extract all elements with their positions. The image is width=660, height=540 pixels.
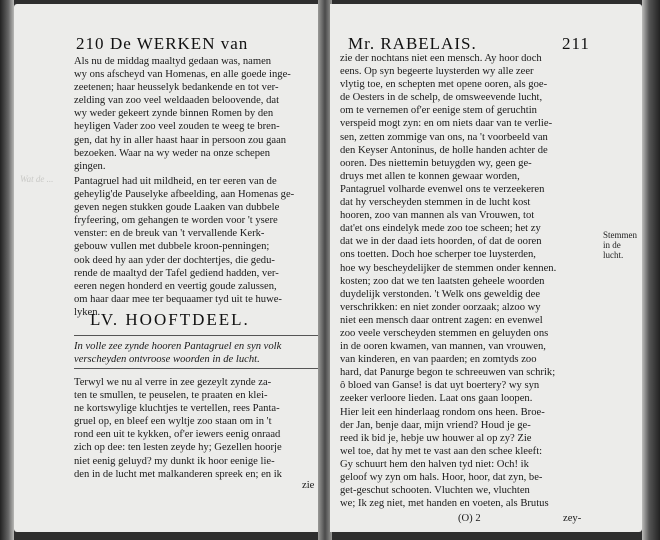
margin-note-line: lucht. [603, 250, 624, 260]
text-line: Gy schuurt hem den halven tyd niet: Och! ik [340, 458, 529, 470]
text-line: duydelijk verstonden. 't Welk ons geweldig dee [340, 288, 541, 300]
text-line: vlytig toe, en schepten met opene ooren, als goe- [340, 79, 548, 91]
text-line: kosten; zoo dat we ten laatsten geheele woorden [340, 275, 545, 287]
text-line: hooren, zoo van mannen als van Vrouwen, tot [340, 210, 535, 222]
margin-note [603, 230, 637, 260]
text-line: druys met allen te konnen gewaar worden, [340, 170, 520, 182]
text-line: zeeker verloore lieden. Laat ons gaan loopen. [340, 393, 533, 405]
text-line: rende de maaltyd der Tafel gediend hadden, ver- [74, 267, 279, 279]
chapter-summary [74, 340, 281, 366]
text-line: reed ik bid je, hebje uw houwer al op zy? Zie [340, 432, 532, 444]
text-line: geheylig'de Pauselyke afbeelding, aan Homenas ge- [74, 189, 295, 201]
text-line: eens. Op syn begeerte luysterden wy alle zeer [340, 66, 534, 78]
text-line: bezoeken. Waar na wy weder na onze schepen [74, 147, 271, 159]
text-line: sen, zetten zommige van ons, na 't voorbeeld van [340, 131, 548, 143]
text-line: Pantagruel had uit mildheid, en ter eeren van de [74, 176, 277, 187]
text-line: van kinderen, en van paarden; en zomtyds zoo [340, 354, 537, 366]
right-body-text [340, 52, 556, 510]
summary-rule [74, 368, 318, 369]
chapter-title: LV. HOOFTDEEL. [90, 310, 250, 329]
left-catchword: zie [302, 480, 315, 491]
text-line: zich op dee: ten lesten zeyde hy; Gezellen hoorje [74, 442, 282, 454]
signature-mark: (O) 2 [458, 513, 481, 524]
text-line: eeren negen honderd en veertig goude zalussen, [74, 280, 277, 292]
text-line: gebouw vullen met dubbele kroon-penningen; [74, 241, 270, 253]
chapter-rule [74, 335, 318, 336]
text-line: hoe wy bescheydelijker de stemmen onder kennen. [340, 262, 557, 274]
text-line: wy weder gekeert zynde binnen Romen by den [74, 108, 274, 120]
text-line: den in de lucht met malkanderen spreek en; en ik [74, 468, 282, 480]
text-line: wy ons afscheyd van Homenas, en alle goede inge- [74, 69, 291, 81]
left-paragraph-2 [74, 175, 294, 319]
right-running-head: Mr. RABELAIS. [348, 34, 477, 53]
text-line: venster: en de breuk van 't vervallende Kerk- [74, 228, 265, 240]
text-line: rond een uit te kykken, of'er iewers eenig onraad [74, 429, 281, 441]
text-line: ooren. Des niettemin betuygden wy, geen ge- [340, 157, 532, 169]
right-page-number: 211 [562, 34, 590, 53]
left-running-head: De WERKEN van [110, 34, 249, 53]
text-line: fryfeering, om gehangen te worden voor 't ysere [74, 215, 278, 227]
text-line: verschrikken: en niet zonder oorzaak; alzoo wy [340, 301, 541, 313]
text-line: in de ooren kwamen, van mannen, van vrouwen, [340, 341, 546, 353]
text-line: zeetenen; haar heusselyk bedankende en tot ver- [74, 82, 279, 94]
text-line: verspeid mogt zyn: en om niets daar van te verlie- [340, 118, 553, 130]
bleed-through-note: Wat de ... [20, 174, 54, 184]
text-line: de Oesters in de schelp, de omsweevende lucht, [340, 92, 543, 104]
left-page-number: 210 [76, 34, 105, 53]
text-line: ten te smullen, te peuselen, te praaten en klei- [74, 390, 268, 402]
margin-note-line: in de [603, 240, 621, 250]
book-edge-left [0, 0, 14, 540]
text-line: ne kortswylige kluchtjes te vertellen, rees Panta- [74, 403, 280, 415]
text-line: der Jan, benje daar, mijn vriend? Houd je ge- [340, 419, 531, 431]
text-line: dat hy verscheyden stemmen in de lucht kost [340, 197, 531, 209]
right-catchword: zey- [563, 513, 582, 524]
summary-line: verscheyden ontvroose woorden in de lucht. [74, 354, 260, 365]
text-line: dat'et ons eindelyk mede zoo toe scheen; het zy [340, 223, 541, 235]
text-line: dat we in der daad iets hoorden, of dat de ooren [340, 236, 542, 248]
text-line: Pantagruel volharde evenwel ons te verzeekeren [340, 183, 545, 195]
right-page [330, 4, 642, 532]
text-line: zoo veele verscheyden stemmen en geluyden ons [340, 327, 549, 339]
text-line: gingen. [74, 160, 106, 172]
text-line: we; Ik zeg niet, met handen en voeten, als Brutus [340, 498, 549, 510]
text-line: niet eenig geluyd? my dunkt ik hoor eenige lie- [74, 455, 275, 467]
text-line: lyken. [74, 306, 101, 318]
left-paragraph-1 [74, 55, 291, 173]
text-line: ons toetten. Doch hoe scherper toe luysterden, [340, 249, 536, 261]
text-line: hard, dat Panurge begon te schreeuwen van schrik; [340, 367, 556, 379]
text-line: ook deed hy aan yder der dochtertjes, die gedu- [74, 254, 275, 266]
text-line: geloof wy zyn om hals. Hoor, hoor, dat zyn, be- [340, 472, 543, 483]
text-line: heyligen Vader zoo veel zouden te weeg te bren- [74, 121, 280, 133]
book-edge-right [642, 0, 660, 540]
text-line: wel toe, dat hy met te vast aan den schee kleeft: [340, 445, 543, 457]
text-line: om te vernemen of'er eenige stem of geruchtin [340, 105, 537, 117]
left-paragraph-3 [74, 376, 282, 481]
text-line: get-geschut schooten. Vluchten we, vluchten [340, 485, 530, 497]
text-line: niet een mensch daar ontrent zagen: en evenwel [340, 314, 543, 326]
text-line: den Keyser Antoninus, de holle handen achter de [340, 144, 548, 156]
summary-line: In volle zee zynde hooren Pantagruel en syn volk [74, 341, 282, 352]
text-line: zie der nochtans niet een mensch. Ay hoor doch [340, 53, 542, 64]
left-page [14, 4, 320, 532]
text-line: gen, dat hy in aller haast haar in persoon zou gaan [74, 134, 287, 146]
text-line: ô bloed van Ganse! is dat uyt boertery? wy syn [340, 380, 540, 392]
text-line: Als nu de middag maaltyd gedaan was, namen [74, 56, 272, 67]
text-line: Terwyl we nu al verre in zee gezeylt zynde za- [74, 377, 272, 388]
text-line: zelding van zoo veel weldaaden beloovende, dat [74, 95, 280, 107]
text-line: Hier leit een hinderlaag rondom ons heen. Broe- [340, 406, 545, 418]
text-line: geven negen stukken goude Laaken van dubbele [74, 202, 280, 214]
text-line: om haar daar mee ter bequaamer tyd uit te huwe- [74, 293, 282, 305]
margin-note-line: Stemmen [603, 230, 637, 240]
text-line: gruel op, en bleef een wyltje zoo staan om in 't [74, 416, 272, 428]
